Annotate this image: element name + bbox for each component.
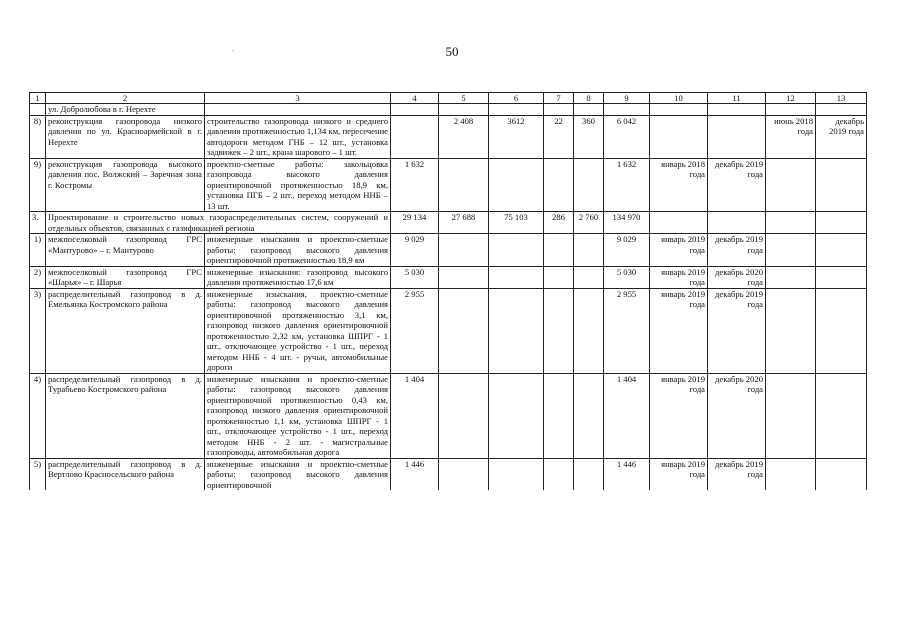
start-date: январь 2019 года [650,234,708,267]
value-col-4 [391,104,439,116]
row-number: 3) [30,288,46,373]
header-cell: 13 [816,93,867,104]
table-row [30,458,867,490]
value-col-6 [489,266,544,288]
work-description: проектно-сметные работы: закольцовка газопровода высокого давления ориентировочной протяженностью 18,9 км, установка ПГБ – 2 шт., переход методом ННБ – 13 шт. [205,158,391,212]
end-date: декабрь 2019 года [708,288,766,373]
object-name: межпоселковый газопровод ГРС «Мантурово» – г. Мантурово [46,234,205,267]
end-date-alt [816,212,867,234]
value-col-4: 5 030 [391,266,439,288]
start-date-alt [766,458,816,490]
total-value: 5 030 [604,266,650,288]
value-col-5 [439,234,489,267]
header-cell: 8 [574,93,604,104]
start-date-alt: июнь 2018 года [766,115,816,158]
end-date-alt [816,288,867,373]
value-col-5: 2 408 [439,115,489,158]
object-name: реконструкция газопровода высокого давления пос. Волжский – Заречная зона г. Костромы [46,158,205,212]
work-description: инженерные изыскания и проектно-сметные работы: газопровод высокого давления ориентировочной протяженностью 0,43 км, газопровод низкого давления ориентировочной протяженностью 1,1 км, установка ШПРГ - 1 шт., отключающее устройство - 1 шт., переход методом ННБ - 2 шт. - магистральные газопроводы, автомобильная дорога [205,373,391,458]
value-col-7: 286 [544,212,574,234]
start-date: январь 2018 года [650,158,708,212]
work-description: строительство газопровода низкого и среднего давления протяженностью 1,134 км, пересечение автодороги методом ГНБ – 12 шт., установка задвижек – 2 шт., крана шарового – 1 шт. [205,115,391,158]
row-number: 1) [30,234,46,267]
value-col-6 [489,234,544,267]
header-cell: 1 [30,93,46,104]
value-col-6 [489,288,544,373]
object-name: ул. Добролюбова в г. Нерехте [46,104,205,116]
value-col-7 [544,458,574,490]
page-number: 50 [445,44,459,59]
end-date-alt [816,234,867,267]
value-col-8 [574,104,604,116]
total-value [604,104,650,116]
value-col-7: 22 [544,115,574,158]
start-date: январь 2019 года [650,288,708,373]
end-date: декабрь 2020 года [708,266,766,288]
end-date: декабрь 2019 года [708,158,766,212]
end-date-alt [816,266,867,288]
value-col-4: 1 446 [391,458,439,490]
start-date: январь 2019 года [650,266,708,288]
value-col-8 [574,373,604,458]
row-number [30,104,46,116]
value-col-5 [439,373,489,458]
row-number: 4) [30,373,46,458]
value-col-6 [489,373,544,458]
table-row [30,234,867,267]
start-date-alt [766,104,816,116]
value-col-7 [544,266,574,288]
end-date-alt [816,104,867,116]
row-number: 8) [30,115,46,158]
header-cell: 4 [391,93,439,104]
row-number: 2) [30,266,46,288]
value-col-5 [439,158,489,212]
value-col-8: 2 760 [574,212,604,234]
start-date [650,115,708,158]
value-col-6: 3612 [489,115,544,158]
end-date [708,115,766,158]
end-date-alt [816,373,867,458]
table-row [30,288,867,373]
end-date [708,212,766,234]
header-cell: 7 [544,93,574,104]
end-date-alt: декабрь 2019 года [816,115,867,158]
value-col-5 [439,458,489,490]
section-row [30,212,867,234]
value-col-4: 9 029 [391,234,439,267]
table-row [30,373,867,458]
end-date [708,104,766,116]
header-cell: 5 [439,93,489,104]
value-col-8 [574,458,604,490]
start-date: январь 2019 года [650,458,708,490]
row-number: 9) [30,158,46,212]
table-row [30,104,867,116]
start-date: январь 2019 года [650,373,708,458]
value-col-7 [544,373,574,458]
work-description: инженерные изыскания и проектно-сметные работы: газопровод высокого давления ориентировочной протяженностью 18,9 км [205,234,391,267]
value-col-8 [574,288,604,373]
value-col-7 [544,158,574,212]
value-col-5: 27 688 [439,212,489,234]
end-date: декабрь 2020 года [708,373,766,458]
value-col-6 [489,458,544,490]
value-col-6: 75 103 [489,212,544,234]
value-col-5 [439,104,489,116]
end-date: декабрь 2019 года [708,234,766,267]
start-date-alt [766,266,816,288]
value-col-5 [439,288,489,373]
start-date-alt [766,288,816,373]
header-cell: 12 [766,93,816,104]
total-value: 1 632 [604,158,650,212]
value-col-4: 1 404 [391,373,439,458]
work-description: инженерные изыскания: газопровод высокого давления протяженностью 17,6 км [205,266,391,288]
value-col-8 [574,266,604,288]
value-col-6 [489,158,544,212]
object-name: межпоселковый газопровод ГРС «Шарья» – г. Шарья [46,266,205,288]
value-col-5 [439,266,489,288]
header-cell: 2 [46,93,205,104]
end-date: декабрь 2019 года [708,458,766,490]
end-date-alt [816,458,867,490]
value-col-8: 360 [574,115,604,158]
work-description: инженерные изыскания и проектно-сметные работы: газопровод высокого давления ориентировочной [205,458,391,490]
value-col-7 [544,104,574,116]
work-description: инженерные изыскания, проектно-сметные работы: газопровод высокого давления ориентировочной протяженностью 3,1 км, газопровод низкого давления ориентировочной протяженностью 2,32 км, установка ШПРГ - 1 шт., отключающее устройство - 1 шт., переход методом ННБ - 4 шт. - ручьи, автомобильные дороги [205,288,391,373]
total-value: 2 955 [604,288,650,373]
value-col-7 [544,288,574,373]
section-number: 3. [30,212,46,234]
row-number: 5) [30,458,46,490]
header-cell: 10 [650,93,708,104]
value-col-8 [574,158,604,212]
start-date [650,212,708,234]
value-col-4: 1 632 [391,158,439,212]
total-value: 1 404 [604,373,650,458]
table-header-row [30,93,867,104]
start-date-alt [766,158,816,212]
value-col-4 [391,115,439,158]
header-cell: 3 [205,93,391,104]
start-date-alt [766,373,816,458]
total-value: 1 446 [604,458,650,490]
header-cell: 9 [604,93,650,104]
object-name: реконструкция газопровода низкого давления по ул. Красноармейской в г. Нерехте [46,115,205,158]
header-cell: 6 [489,93,544,104]
value-col-6 [489,104,544,116]
header-cell: 11 [708,93,766,104]
end-date-alt [816,158,867,212]
value-col-4: 29 134 [391,212,439,234]
start-date [650,104,708,116]
table-row [30,158,867,212]
value-col-8 [574,234,604,267]
object-name: распределительный газопровод в д. Турабьево Костромского района [46,373,205,458]
scan-speck: ` [232,49,235,58]
work-description [205,104,391,116]
table-row [30,115,867,158]
investment-table [29,92,867,490]
total-value: 6 042 [604,115,650,158]
object-name: распределительный газопровод в д. Емельянка Костромского района [46,288,205,373]
value-col-4: 2 955 [391,288,439,373]
total-value: 134 970 [604,212,650,234]
table-row [30,266,867,288]
start-date-alt [766,212,816,234]
object-name: распределительный газопровод в д. Вертлово Красносельского района [46,458,205,490]
total-value: 9 029 [604,234,650,267]
section-title: Проектирование и строительство новых газораспределительных систем, сооружений и отдельных объектов, связанных с газификацией региона [46,212,391,234]
start-date-alt [766,234,816,267]
value-col-7 [544,234,574,267]
